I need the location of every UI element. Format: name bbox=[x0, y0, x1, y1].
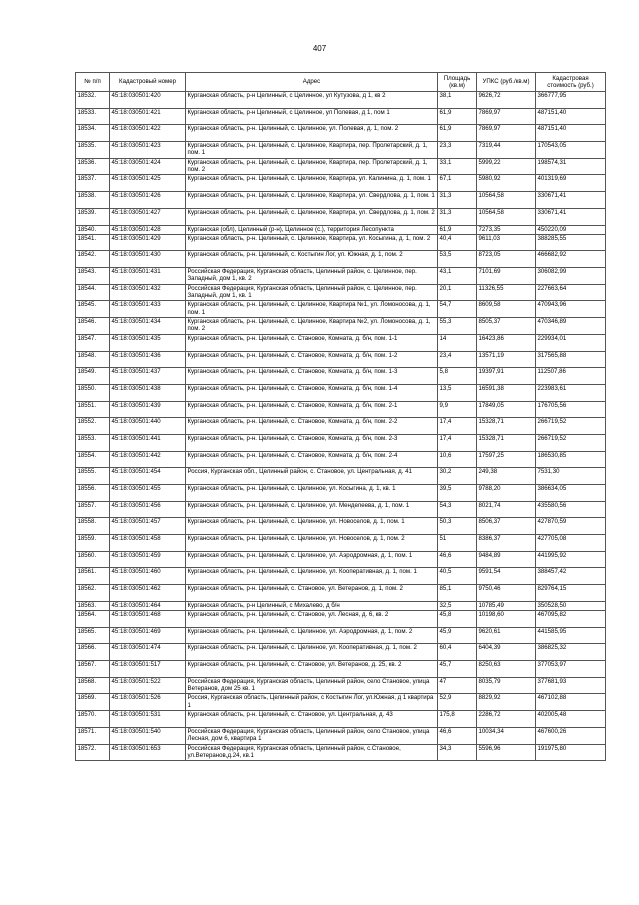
table-row bbox=[76, 627, 606, 644]
cell-upks: 13571,19 bbox=[477, 351, 536, 368]
cell-cadastral-number: 45:18:030501:531 bbox=[110, 711, 186, 728]
table-row bbox=[76, 418, 606, 435]
cell-cadastral-number: 45:18:030501:442 bbox=[110, 451, 186, 468]
cell-area: 43,1 bbox=[438, 268, 477, 285]
table-row bbox=[76, 601, 606, 610]
cell-upks: 8505,37 bbox=[477, 318, 536, 335]
cell-cadastral-cost: 7531,30 bbox=[536, 468, 606, 485]
table-row bbox=[76, 208, 606, 225]
cell-num: 18567. bbox=[76, 661, 110, 678]
cell-cadastral-number: 45:18:030501:459 bbox=[110, 551, 186, 568]
cell-address: Курганская область, р-н. Целинный, с. Становое, Комната, д. б/н, пом. 1-3 bbox=[186, 368, 438, 385]
cell-cadastral-cost: 487151,40 bbox=[536, 108, 606, 125]
cell-upks: 6404,39 bbox=[477, 644, 536, 661]
cell-upks: 8609,58 bbox=[477, 301, 536, 318]
cell-address: Российская Федерация, Курганская область, Целинный район, село Становое, улица Лесная, дом 6, квартира 1 bbox=[186, 727, 438, 744]
cell-num: 18558. bbox=[76, 518, 110, 535]
cell-num: 18555. bbox=[76, 468, 110, 485]
cell-cadastral-number: 45:18:030501:429 bbox=[110, 234, 186, 251]
cell-cadastral-number: 45:18:030501:422 bbox=[110, 125, 186, 142]
header-upks: УПКС (руб./кв.м) bbox=[477, 73, 536, 92]
cell-address: Курганская область, р-н. Целинный, с. Становое, Комната, д. б/н, пом. 2-3 bbox=[186, 434, 438, 451]
cell-area: 45,8 bbox=[438, 611, 477, 628]
table-row bbox=[76, 485, 606, 502]
cell-cadastral-number: 45:18:030501:458 bbox=[110, 535, 186, 552]
table-row bbox=[76, 301, 606, 318]
cell-cadastral-cost: 401319,69 bbox=[536, 175, 606, 192]
cell-cadastral-cost: 441995,92 bbox=[536, 551, 606, 568]
cell-cadastral-number: 45:18:030501:426 bbox=[110, 192, 186, 209]
cell-address: Курганская область, р-н. Целинный, с. Целинное, ул. Новоселов, д. 1, пом. 1 bbox=[186, 518, 438, 535]
cell-cadastral-cost: 377681,93 bbox=[536, 677, 606, 694]
cell-num: 18551. bbox=[76, 401, 110, 418]
cell-upks: 8829,92 bbox=[477, 694, 536, 711]
cell-area: 45,9 bbox=[438, 627, 477, 644]
cell-num: 18544. bbox=[76, 284, 110, 301]
cell-num: 18572. bbox=[76, 744, 110, 761]
cell-address: Курганская область, р-н. Целинный, с. Целинное, ул. Аэродромная, д. 1, пом. 2 bbox=[186, 627, 438, 644]
cell-cadastral-number: 45:18:030501:455 bbox=[110, 485, 186, 502]
cell-area: 30,2 bbox=[438, 468, 477, 485]
cell-cadastral-number: 45:18:030501:460 bbox=[110, 568, 186, 585]
cell-cadastral-cost: 829764,15 bbox=[536, 585, 606, 602]
cell-upks: 8250,63 bbox=[477, 661, 536, 678]
cell-cadastral-cost: 330671,41 bbox=[536, 192, 606, 209]
table-row bbox=[76, 468, 606, 485]
cell-cadastral-cost: 227663,64 bbox=[536, 284, 606, 301]
cell-area: 175,8 bbox=[438, 711, 477, 728]
cell-area: 33,1 bbox=[438, 158, 477, 175]
cell-num: 18571. bbox=[76, 727, 110, 744]
cell-upks: 5999,22 bbox=[477, 158, 536, 175]
cell-num: 18570. bbox=[76, 711, 110, 728]
cell-address: Курганская область, р-н. Целинный, с. Становое, ул. Лесная, д. 6, кв. 2 bbox=[186, 611, 438, 628]
cell-cadastral-cost: 170543,05 bbox=[536, 142, 606, 159]
table-row bbox=[76, 108, 606, 125]
cell-num: 18532. bbox=[76, 92, 110, 109]
cell-area: 85,1 bbox=[438, 585, 477, 602]
table-row bbox=[76, 192, 606, 209]
header-cadastral-number: Кадастровый номер bbox=[110, 73, 186, 92]
cell-cadastral-cost: 223983,61 bbox=[536, 384, 606, 401]
cell-upks: 9611,03 bbox=[477, 234, 536, 251]
cell-cadastral-number: 45:18:030501:420 bbox=[110, 92, 186, 109]
cell-address: Курганская область, р-н. Целинный, с. Целинное, ул. Новоселов, д. 1, пом. 2 bbox=[186, 535, 438, 552]
cell-address: Курганская область, р-н. Целинный, с. Становое, Комната, д. б/н, пом. 2-4 bbox=[186, 451, 438, 468]
cell-upks: 9750,46 bbox=[477, 585, 536, 602]
cell-upks: 9626,72 bbox=[477, 92, 536, 109]
cell-cadastral-number: 45:18:030501:424 bbox=[110, 158, 186, 175]
cell-area: 32,5 bbox=[438, 601, 477, 610]
cell-upks: 15328,71 bbox=[477, 434, 536, 451]
cell-cadastral-cost: 186530,85 bbox=[536, 451, 606, 468]
cell-num: 18562. bbox=[76, 585, 110, 602]
cell-num: 18552. bbox=[76, 418, 110, 435]
cell-num: 18569. bbox=[76, 694, 110, 711]
cell-address: Курганская область, р-н. Целинный, с. Целинное, Квартира, ул. Калинина, д. 1, пом. 1 bbox=[186, 175, 438, 192]
cell-num: 18541. bbox=[76, 234, 110, 251]
cell-num: 18540. bbox=[76, 225, 110, 234]
cell-num: 18538. bbox=[76, 192, 110, 209]
table-row bbox=[76, 318, 606, 335]
cell-cadastral-cost: 198574,31 bbox=[536, 158, 606, 175]
cell-address: Россия, Курганская обл., Целинный район, с. Становое, ул. Центральная, д. 41 bbox=[186, 468, 438, 485]
table-row bbox=[76, 401, 606, 418]
cell-num: 18537. bbox=[76, 175, 110, 192]
cell-cadastral-number: 45:18:030501:430 bbox=[110, 251, 186, 268]
cell-address: Курганская область, р-н. Целинный, с. Целинное, Квартира, пер. Пролетарский, д. 1, пом. 2 bbox=[186, 158, 438, 175]
cell-address: Российская Федерация, Курганская область, Целинный район, с. Целинное, пер. Западный, дом 1, кв. 1 bbox=[186, 284, 438, 301]
cell-cadastral-number: 45:18:030501:432 bbox=[110, 284, 186, 301]
cell-upks: 7101,69 bbox=[477, 268, 536, 285]
cell-area: 34,3 bbox=[438, 744, 477, 761]
cell-upks: 5980,92 bbox=[477, 175, 536, 192]
cell-area: 61,9 bbox=[438, 108, 477, 125]
cell-num: 18559. bbox=[76, 535, 110, 552]
cell-area: 67,1 bbox=[438, 175, 477, 192]
cell-upks: 2286,72 bbox=[477, 711, 536, 728]
cell-upks: 9591,54 bbox=[477, 568, 536, 585]
cell-cadastral-cost: 229934,01 bbox=[536, 334, 606, 351]
cell-address: Курганская область, р-н. Целинный, с. Целинное, ул. Менделеева, д. 1, пом. 1 bbox=[186, 501, 438, 518]
cell-num: 18550. bbox=[76, 384, 110, 401]
cell-cadastral-number: 45:18:030501:436 bbox=[110, 351, 186, 368]
cell-upks: 10198,60 bbox=[477, 611, 536, 628]
cell-address: Курганская область, р-н. Целинный, с. Целинное, Квартира №1, ул. Ломоносова, д. 1, пом. 1 bbox=[186, 301, 438, 318]
cell-cadastral-number: 45:18:030501:653 bbox=[110, 744, 186, 761]
cell-address: Курганская область, р-н. Целинный, с. Становое, Комната, д. б/н, пом. 2-1 bbox=[186, 401, 438, 418]
cell-upks: 11326,55 bbox=[477, 284, 536, 301]
cell-num: 18568. bbox=[76, 677, 110, 694]
cell-cadastral-number: 45:18:030501:469 bbox=[110, 627, 186, 644]
cell-num: 18560. bbox=[76, 551, 110, 568]
table-row bbox=[76, 677, 606, 694]
cell-address: Курганская область, р-н. Целинный, с. Целинное, ул. Кооперативная, д. 1, пом. 1 bbox=[186, 568, 438, 585]
table-row bbox=[76, 694, 606, 711]
cell-cadastral-cost: 350528,50 bbox=[536, 601, 606, 610]
cell-area: 14 bbox=[438, 334, 477, 351]
cell-cadastral-number: 45:18:030501:462 bbox=[110, 585, 186, 602]
cell-area: 52,9 bbox=[438, 694, 477, 711]
header-address: Адрес bbox=[186, 73, 438, 92]
cell-upks: 7319,44 bbox=[477, 142, 536, 159]
cell-upks: 249,38 bbox=[477, 468, 536, 485]
cell-area: 46,6 bbox=[438, 551, 477, 568]
cell-cadastral-cost: 402005,48 bbox=[536, 711, 606, 728]
cell-upks: 19397,91 bbox=[477, 368, 536, 385]
cell-address: Курганская область, р-н. Целинный, с. Становое, ул. Ветеранов, д. 25, кв. 2 bbox=[186, 661, 438, 678]
cell-cadastral-cost: 441585,95 bbox=[536, 627, 606, 644]
cell-cadastral-number: 45:18:030501:421 bbox=[110, 108, 186, 125]
cell-address: Курганская область, р-н Целинный, с Михалево, д б/н bbox=[186, 601, 438, 610]
cell-address: Курганская область, р-н. Целинный, с. Становое, Комната, д. б/н, пом. 2-2 bbox=[186, 418, 438, 435]
cell-num: 18549. bbox=[76, 368, 110, 385]
cell-num: 18547. bbox=[76, 334, 110, 351]
page-number: 407 bbox=[312, 44, 327, 53]
table-row bbox=[76, 611, 606, 628]
cell-area: 61,9 bbox=[438, 125, 477, 142]
cell-upks: 5596,96 bbox=[477, 744, 536, 761]
table-header-row bbox=[76, 73, 606, 92]
cell-address: Курганская область, р-н. Целинный, с. Становое, ул. Центральная, д. 43 bbox=[186, 711, 438, 728]
cell-area: 39,5 bbox=[438, 485, 477, 502]
cell-address: Курганская область, р-н. Целинный, с. Целинное, Квартира, ул. Свердлова, д. 1, пом. 2 bbox=[186, 208, 438, 225]
cell-cadastral-number: 45:18:030501:526 bbox=[110, 694, 186, 711]
cell-cadastral-cost: 487151,40 bbox=[536, 125, 606, 142]
cell-cadastral-cost: 366777,95 bbox=[536, 92, 606, 109]
cell-cadastral-cost: 427705,08 bbox=[536, 535, 606, 552]
cell-address: Российская Федерация, Курганская область, Целинный район, с.Становое, ул.Ветеранов,д.24, кв.1 bbox=[186, 744, 438, 761]
cell-cadastral-number: 45:18:030501:435 bbox=[110, 334, 186, 351]
header-cadastral-cost: Кадастровая стоимость (руб.) bbox=[536, 73, 606, 92]
header-num: № п/п bbox=[76, 73, 110, 92]
table-row bbox=[76, 551, 606, 568]
cell-cadastral-cost: 386825,32 bbox=[536, 644, 606, 661]
cell-upks: 9620,61 bbox=[477, 627, 536, 644]
table-row bbox=[76, 434, 606, 451]
cell-cadastral-number: 45:18:030501:434 bbox=[110, 318, 186, 335]
cell-area: 23,4 bbox=[438, 351, 477, 368]
table-row bbox=[76, 225, 606, 234]
cell-cadastral-cost: 317565,88 bbox=[536, 351, 606, 368]
cell-area: 54,7 bbox=[438, 301, 477, 318]
cell-cadastral-number: 45:18:030501:456 bbox=[110, 501, 186, 518]
cell-address: Курганская область, р-н. Целинный, с. Целинное, ул. Кооперативная, д. 1, пом. 2 bbox=[186, 644, 438, 661]
cell-cadastral-cost: 266719,52 bbox=[536, 418, 606, 435]
cell-area: 23,3 bbox=[438, 142, 477, 159]
cell-area: 47 bbox=[438, 677, 477, 694]
cell-address: Курганская (обл), Целинный (р-н), Целинное (с.), территория Лесопункта bbox=[186, 225, 438, 234]
cell-upks: 8506,37 bbox=[477, 518, 536, 535]
cell-cadastral-cost: 266719,52 bbox=[536, 434, 606, 451]
cell-upks: 10785,49 bbox=[477, 601, 536, 610]
cell-cadastral-number: 45:18:030501:428 bbox=[110, 225, 186, 234]
cell-cadastral-number: 45:18:030501:540 bbox=[110, 727, 186, 744]
cell-cadastral-cost: 466682,92 bbox=[536, 251, 606, 268]
cell-address: Курганская область, р-н Целинный, с Целинное, ул Полевая, д 1, пом 1 bbox=[186, 108, 438, 125]
table-row bbox=[76, 142, 606, 159]
table-row bbox=[76, 644, 606, 661]
cell-num: 18533. bbox=[76, 108, 110, 125]
cell-num: 18535. bbox=[76, 142, 110, 159]
cell-cadastral-cost: 427870,59 bbox=[536, 518, 606, 535]
cell-num: 18554. bbox=[76, 451, 110, 468]
cell-cadastral-cost: 377053,97 bbox=[536, 661, 606, 678]
cell-upks: 16591,38 bbox=[477, 384, 536, 401]
cell-num: 18534. bbox=[76, 125, 110, 142]
cell-num: 18553. bbox=[76, 434, 110, 451]
cell-area: 51 bbox=[438, 535, 477, 552]
cell-num: 18543. bbox=[76, 268, 110, 285]
table-row bbox=[76, 92, 606, 109]
cell-cadastral-cost: 470943,96 bbox=[536, 301, 606, 318]
cell-cadastral-number: 45:18:030501:522 bbox=[110, 677, 186, 694]
cell-cadastral-cost: 470346,89 bbox=[536, 318, 606, 335]
table-row bbox=[76, 501, 606, 518]
cell-upks: 9484,89 bbox=[477, 551, 536, 568]
cell-cadastral-cost: 435580,56 bbox=[536, 501, 606, 518]
cell-area: 50,3 bbox=[438, 518, 477, 535]
cell-num: 18563. bbox=[76, 601, 110, 610]
cell-cadastral-cost: 450220,09 bbox=[536, 225, 606, 234]
cell-area: 20,1 bbox=[438, 284, 477, 301]
cell-area: 40,5 bbox=[438, 568, 477, 585]
cell-cadastral-number: 45:18:030501:440 bbox=[110, 418, 186, 435]
cell-upks: 17849,05 bbox=[477, 401, 536, 418]
cell-cadastral-cost: 176705,56 bbox=[536, 401, 606, 418]
cell-address: Курганская область, р-н. Целинный, с. Целинное, Квартира, ул. Свердлова, д. 1, пом. 1 bbox=[186, 192, 438, 209]
cell-cadastral-number: 45:18:030501:468 bbox=[110, 611, 186, 628]
cell-area: 54,3 bbox=[438, 501, 477, 518]
cell-area: 55,3 bbox=[438, 318, 477, 335]
cell-cadastral-number: 45:18:030501:464 bbox=[110, 601, 186, 610]
cell-cadastral-cost: 467095,82 bbox=[536, 611, 606, 628]
header-area: Площадь (кв.м) bbox=[438, 73, 477, 92]
cell-upks: 10564,58 bbox=[477, 192, 536, 209]
cell-cadastral-number: 45:18:030501:517 bbox=[110, 661, 186, 678]
cell-area: 45,7 bbox=[438, 661, 477, 678]
cell-cadastral-cost: 306082,99 bbox=[536, 268, 606, 285]
cell-address: Курганская область, р-н. Целинный, с. Становое, Комната, д. б/н, пом. 1-4 bbox=[186, 384, 438, 401]
cell-address: Российская Федерация, Курганская область, Целинный район, с. Целинное, пер. Западный, дом 1, кв. 2 bbox=[186, 268, 438, 285]
cell-cadastral-number: 45:18:030501:437 bbox=[110, 368, 186, 385]
table-row bbox=[76, 175, 606, 192]
table-row bbox=[76, 251, 606, 268]
cell-num: 18536. bbox=[76, 158, 110, 175]
table-row bbox=[76, 125, 606, 142]
cell-address: Курганская область, р-н. Целинный, с. Целинное, ул. Косыгина, д. 1, кв. 1 bbox=[186, 485, 438, 502]
cell-area: 53,5 bbox=[438, 251, 477, 268]
cell-area: 5,8 bbox=[438, 368, 477, 385]
cell-address: Курганская область, р-н. Целинный, с. Костыгин Лог, ул. Южная, д. 1, пом. 2 bbox=[186, 251, 438, 268]
cell-num: 18565. bbox=[76, 627, 110, 644]
table-row bbox=[76, 158, 606, 175]
cell-cadastral-cost: 388457,42 bbox=[536, 568, 606, 585]
cell-address: Курганская область, р-н. Целинный, с. Становое, Комната, д. б/н, пом. 1-1 bbox=[186, 334, 438, 351]
table-row bbox=[76, 568, 606, 585]
table-row bbox=[76, 384, 606, 401]
table-row bbox=[76, 234, 606, 251]
cell-cadastral-number: 45:18:030501:431 bbox=[110, 268, 186, 285]
cell-cadastral-number: 45:18:030501:433 bbox=[110, 301, 186, 318]
cell-num: 18564. bbox=[76, 611, 110, 628]
cell-address: Курганская область, р-н. Целинный, с. Целинное, ул. Аэродромная, д. 1, пом. 1 bbox=[186, 551, 438, 568]
cell-address: Россия, Курганская область, Целинный район, с Костыгин Лог, ул.Южная, д 1 квартира 1 bbox=[186, 694, 438, 711]
cell-area: 40,4 bbox=[438, 234, 477, 251]
cell-area: 17,4 bbox=[438, 434, 477, 451]
table-row bbox=[76, 351, 606, 368]
table-row bbox=[76, 518, 606, 535]
cell-area: 31,3 bbox=[438, 208, 477, 225]
cell-upks: 7273,35 bbox=[477, 225, 536, 234]
cell-cadastral-cost: 388285,55 bbox=[536, 234, 606, 251]
cell-cadastral-number: 45:18:030501:438 bbox=[110, 384, 186, 401]
cell-upks: 17597,25 bbox=[477, 451, 536, 468]
cell-cadastral-number: 45:18:030501:441 bbox=[110, 434, 186, 451]
cell-area: 10,6 bbox=[438, 451, 477, 468]
cell-area: 61,9 bbox=[438, 225, 477, 234]
cell-cadastral-number: 45:18:030501:457 bbox=[110, 518, 186, 535]
cell-upks: 8386,37 bbox=[477, 535, 536, 552]
cell-cadastral-number: 45:18:030501:423 bbox=[110, 142, 186, 159]
cadastral-value-table bbox=[75, 72, 606, 761]
cell-area: 31,3 bbox=[438, 192, 477, 209]
table-row bbox=[76, 661, 606, 678]
table-row bbox=[76, 284, 606, 301]
cell-num: 18557. bbox=[76, 501, 110, 518]
cell-upks: 7869,97 bbox=[477, 125, 536, 142]
cell-upks: 8035,79 bbox=[477, 677, 536, 694]
cell-cadastral-number: 45:18:030501:454 bbox=[110, 468, 186, 485]
cell-cadastral-cost: 112507,86 bbox=[536, 368, 606, 385]
table-row bbox=[76, 727, 606, 744]
cell-address: Курганская область, р-н. Целинный, с. Целинное, Квартира, пер. Пролетарский, д. 1, пом. 1 bbox=[186, 142, 438, 159]
cell-num: 18546. bbox=[76, 318, 110, 335]
cell-cadastral-number: 45:18:030501:474 bbox=[110, 644, 186, 661]
cell-num: 18548. bbox=[76, 351, 110, 368]
cell-upks: 9788,20 bbox=[477, 485, 536, 502]
cell-cadastral-number: 45:18:030501:427 bbox=[110, 208, 186, 225]
cell-num: 18566. bbox=[76, 644, 110, 661]
table-row bbox=[76, 268, 606, 285]
cell-cadastral-cost: 467102,88 bbox=[536, 694, 606, 711]
cell-address: Курганская область, р-н. Целинный, с. Становое, ул. Ветеранов, д. 1, пом. 2 bbox=[186, 585, 438, 602]
cell-upks: 10034,34 bbox=[477, 727, 536, 744]
cell-upks: 10564,58 bbox=[477, 208, 536, 225]
cell-area: 17,4 bbox=[438, 418, 477, 435]
table-row bbox=[76, 535, 606, 552]
cell-address: Курганская область, р-н. Целинный, с. Целинное, Квартира №2, ул. Ломоносова, д. 1, пом. 2 bbox=[186, 318, 438, 335]
cell-upks: 16423,86 bbox=[477, 334, 536, 351]
table-row bbox=[76, 711, 606, 728]
cell-upks: 15328,71 bbox=[477, 418, 536, 435]
cell-num: 18545. bbox=[76, 301, 110, 318]
cell-num: 18539. bbox=[76, 208, 110, 225]
cell-upks: 8021,74 bbox=[477, 501, 536, 518]
cell-cadastral-number: 45:18:030501:439 bbox=[110, 401, 186, 418]
cell-upks: 7869,97 bbox=[477, 108, 536, 125]
cell-cadastral-number: 45:18:030501:425 bbox=[110, 175, 186, 192]
cell-area: 38,1 bbox=[438, 92, 477, 109]
table-row bbox=[76, 451, 606, 468]
cell-address: Курганская область, р-н. Целинный, с. Становое, Комната, д. б/н, пом. 1-2 bbox=[186, 351, 438, 368]
cell-cadastral-cost: 191975,80 bbox=[536, 744, 606, 761]
cell-area: 60,4 bbox=[438, 644, 477, 661]
cell-area: 9,9 bbox=[438, 401, 477, 418]
cell-upks: 8723,05 bbox=[477, 251, 536, 268]
cell-num: 18561. bbox=[76, 568, 110, 585]
table-row bbox=[76, 368, 606, 385]
cell-address: Курганская область, р-н. Целинный, с. Целинное, Квартира, ул. Косыгина, д. 1, пом. 2 bbox=[186, 234, 438, 251]
table-row bbox=[76, 744, 606, 761]
cell-cadastral-cost: 467600,26 bbox=[536, 727, 606, 744]
cell-num: 18542. bbox=[76, 251, 110, 268]
cell-cadastral-cost: 386634,05 bbox=[536, 485, 606, 502]
table-row bbox=[76, 585, 606, 602]
cell-address: Российская Федерация, Курганская область, Целинный район, село Становое, улица Ветеранов, дом 25 кв. 1 bbox=[186, 677, 438, 694]
cell-area: 46,6 bbox=[438, 727, 477, 744]
cell-area: 13,5 bbox=[438, 384, 477, 401]
cell-address: Курганская область, р-н Целинный, с Целинное, ул Кутузова, д 1, кв 2 bbox=[186, 92, 438, 109]
cell-num: 18556. bbox=[76, 485, 110, 502]
table-row bbox=[76, 334, 606, 351]
cell-cadastral-cost: 330671,41 bbox=[536, 208, 606, 225]
cell-address: Курганская область, р-н. Целинный, с. Целинное, ул. Полевая, д. 1, пом. 2 bbox=[186, 125, 438, 142]
